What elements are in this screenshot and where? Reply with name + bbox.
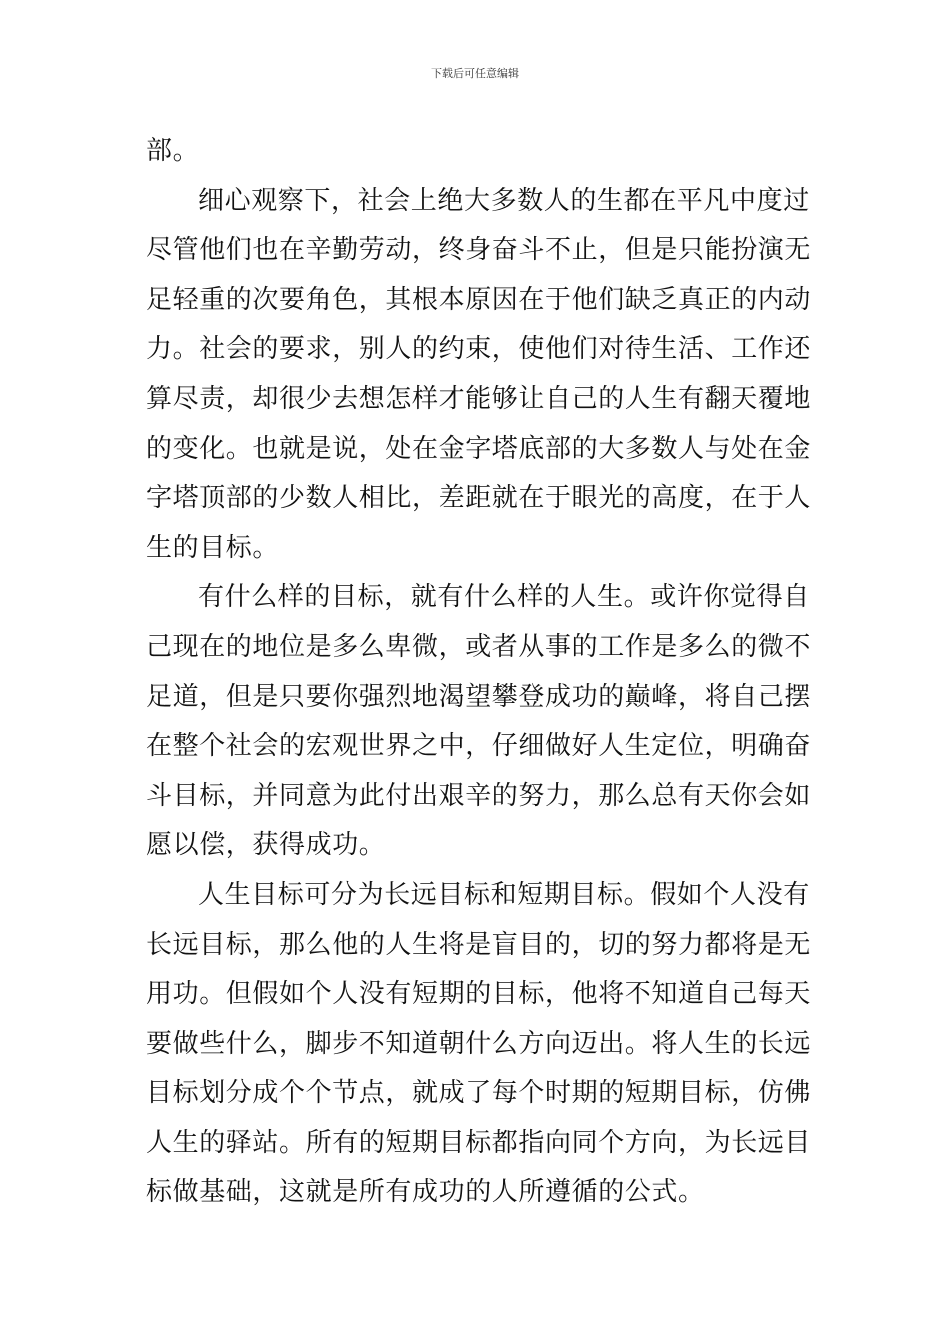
- text-line: 细心观察下，社会上绝大多数人的生都在平凡中度过: [198, 185, 810, 216]
- text-line: 要做些什么，脚步不知道朝什么方向迈出。将人生的长远: [146, 1028, 812, 1059]
- text-line: 己现在的地位是多么卑微，或者从事的工作是多么的微不: [146, 631, 812, 662]
- text-line: 生的目标。: [146, 532, 280, 563]
- text-line: 人生的驿站。所有的短期目标都指向同个方向，为长远目: [146, 1127, 812, 1158]
- text-line: 字塔顶部的少数人相比，差距就在于眼光的高度，在于人: [146, 483, 812, 514]
- document-body: [146, 127, 810, 1218]
- text-line: 足道，但是只要你强烈地渴望攀登成功的巅峰，将自己摆: [146, 681, 812, 712]
- text-line: 在整个社会的宏观世界之中，仔细做好人生定位，明确奋: [146, 731, 812, 762]
- text-line: 尽管他们也在辛勤劳动，终身奋斗不止，但是只能扮演无: [146, 235, 812, 266]
- text-line: 的变化。也就是说，处在金字塔底部的大多数人与处在金: [146, 433, 812, 464]
- text-line: 长远目标，那么他的人生将是盲目的，切的努力都将是无: [146, 929, 812, 960]
- text-line: 愿以偿，获得成功。: [146, 830, 386, 861]
- text-line: 算尽责，却很少去想怎样才能够让自己的人生有翻天覆地: [146, 383, 812, 414]
- text-line: 有什么样的目标，就有什么样的人生。或许你觉得自: [198, 582, 810, 613]
- text-line: 力。社会的要求，别人的约束，使他们对待生活、工作还: [146, 334, 812, 365]
- text-line: 斗目标，并同意为此付出艰辛的努力，那么总有天你会如: [146, 780, 812, 811]
- page-header: 下载后可任意编辑: [431, 67, 519, 80]
- text-line: 标做基础，这就是所有成功的人所遵循的公式。: [146, 1177, 705, 1208]
- text-line: 人生目标可分为长远目标和短期目标。假如个人没有: [198, 879, 810, 910]
- text-line: 目标划分成个个节点，就成了每个时期的短期目标，仿佛: [146, 1078, 812, 1109]
- text-line: 部。: [146, 136, 200, 166]
- text-line: 足轻重的次要角色，其根本原因在于他们缺乏真正的内动: [146, 284, 812, 315]
- text-line: 用功。但假如个人没有短期的目标，他将不知道自己每天: [146, 979, 812, 1010]
